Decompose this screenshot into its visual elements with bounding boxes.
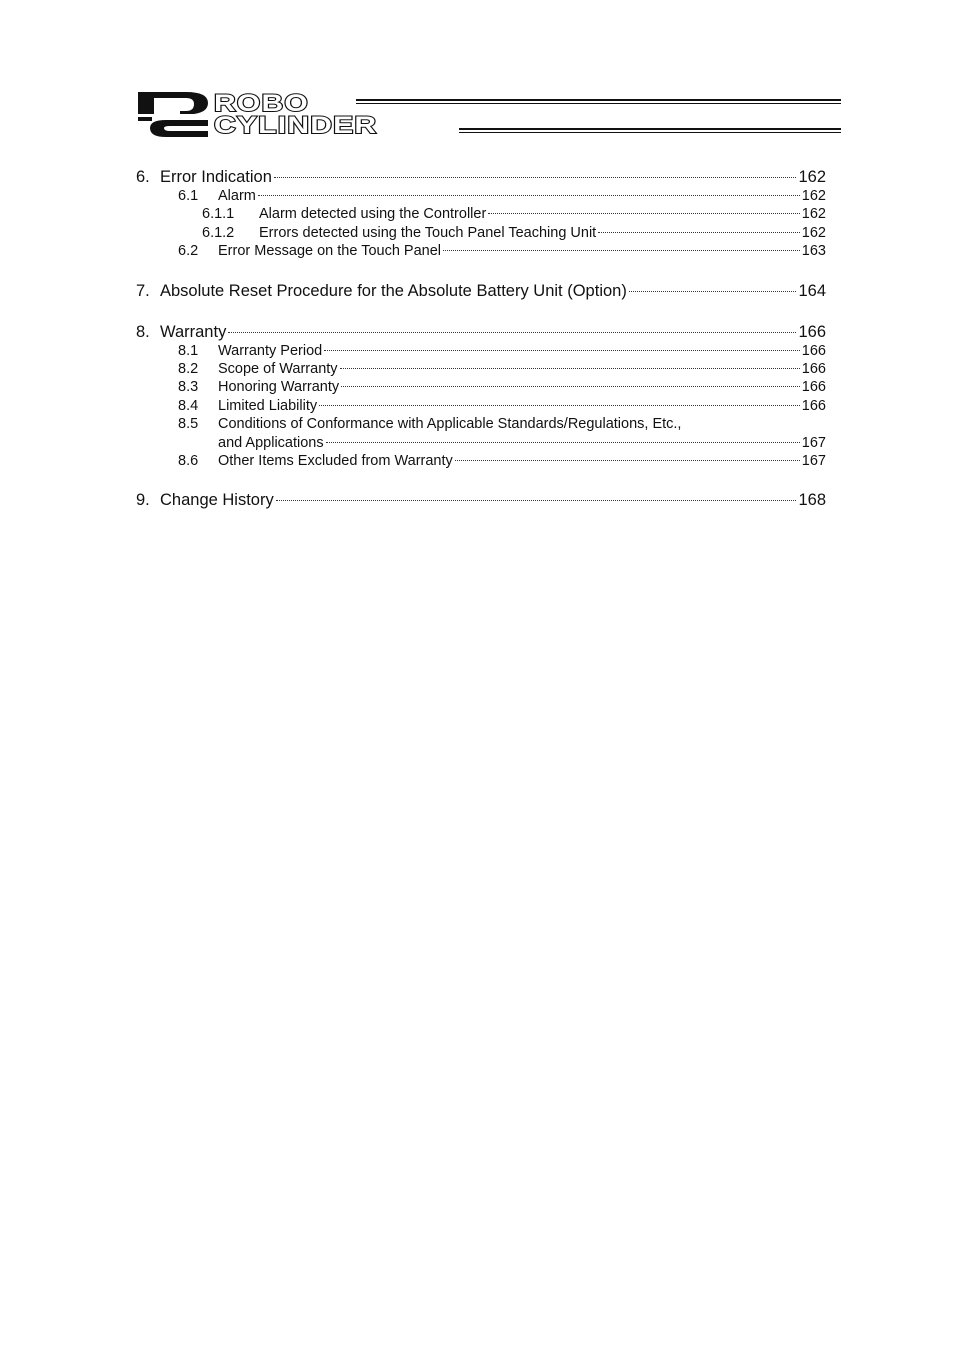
toc-title: Absolute Reset Procedure for the Absolute Battery Unit (Option) [160, 282, 627, 300]
toc-page: 166 [798, 323, 826, 341]
toc-number: 8.5 [178, 416, 199, 432]
dot-leader [455, 460, 800, 461]
toc-number: 8.3 [178, 379, 199, 395]
dot-leader [598, 232, 800, 233]
rc-logo-mark-icon [136, 90, 210, 140]
toc-title: Alarm [218, 188, 256, 204]
toc-title: Other Items Excluded from Warranty [218, 453, 453, 469]
toc-page: 162 [801, 188, 826, 204]
toc-entry-8-5[interactable] [136, 416, 826, 432]
toc-page: 162 [798, 168, 826, 186]
logo-word-cylinder: CYLINDER [214, 112, 378, 139]
toc-number: 8.6 [178, 453, 199, 469]
toc-number: 8.2 [178, 361, 199, 377]
toc-title-continuation: and Applications [218, 435, 324, 451]
toc-number: 6.1.1 [202, 206, 235, 222]
toc-entry-8-1[interactable] [136, 343, 826, 359]
toc-page: 166 [801, 343, 826, 359]
toc-page: 162 [801, 206, 826, 222]
toc-page: 166 [801, 361, 826, 377]
toc-number: 7. [136, 282, 150, 300]
dot-leader [326, 442, 800, 443]
toc-entry-8[interactable] [136, 323, 826, 342]
toc-number: 6.1 [178, 188, 199, 204]
toc-entry-7[interactable] [136, 282, 826, 301]
toc-page: 162 [801, 225, 826, 241]
toc-title: Conditions of Conformance with Applicable Standards/Regulations, Etc., [218, 416, 682, 432]
toc-title: Scope of Warranty [218, 361, 338, 377]
dot-leader [341, 386, 800, 387]
header-rule-top [356, 99, 841, 105]
dot-leader [274, 177, 797, 178]
toc-number: 6.1.2 [202, 225, 235, 241]
toc-entry-8-2[interactable] [136, 361, 826, 377]
dot-leader [319, 405, 800, 406]
toc-page: 167 [801, 435, 826, 451]
dot-leader [629, 291, 797, 292]
toc-page: 166 [801, 398, 826, 414]
dot-leader [276, 500, 797, 501]
toc-entry-8-6[interactable] [136, 453, 826, 469]
toc-page: 164 [798, 282, 826, 300]
dot-leader [488, 213, 800, 214]
toc-title: Warranty Period [218, 343, 323, 359]
toc-entry-6-2[interactable] [136, 243, 826, 259]
toc-number: 8.1 [178, 343, 199, 359]
dot-leader [340, 368, 800, 369]
toc-entry-8-4[interactable] [136, 398, 826, 414]
dot-leader [324, 350, 800, 351]
toc-page: 166 [801, 379, 826, 395]
toc-number: 8. [136, 323, 150, 341]
toc-page: 167 [801, 453, 826, 469]
toc-entry-6-1-2[interactable] [136, 225, 826, 241]
toc-title: Error Message on the Touch Panel [218, 243, 442, 259]
toc-entry-6-1-1[interactable] [136, 206, 826, 222]
toc-number: 9. [136, 491, 150, 509]
toc-entry-6-1[interactable] [136, 188, 826, 204]
toc-entry-8-5-continued[interactable] [136, 435, 826, 451]
toc-title: Limited Liability [218, 398, 318, 414]
logo-word-robo: ROBO [214, 90, 309, 117]
toc-page: 168 [798, 491, 826, 509]
toc-title: Error Indication [160, 168, 272, 186]
toc-page: 163 [801, 243, 826, 259]
toc-title: Warranty [160, 323, 227, 341]
toc-entry-9[interactable] [136, 491, 826, 510]
toc-entry-8-3[interactable] [136, 379, 826, 395]
toc-title: Change History [160, 491, 274, 509]
dot-leader [443, 250, 800, 251]
toc-title: Alarm detected using the Controller [259, 206, 487, 222]
toc-number: 6. [136, 168, 150, 186]
dot-leader [228, 332, 796, 333]
toc-number: 6.2 [178, 243, 199, 259]
header-rule-bottom [459, 128, 841, 134]
toc-title: Errors detected using the Touch Panel Teaching Unit [259, 225, 597, 241]
robo-cylinder-logo [136, 90, 841, 140]
toc-title: Honoring Warranty [218, 379, 340, 395]
dot-leader [258, 195, 800, 196]
toc-entry-6[interactable] [136, 168, 826, 187]
toc-number: 8.4 [178, 398, 199, 414]
